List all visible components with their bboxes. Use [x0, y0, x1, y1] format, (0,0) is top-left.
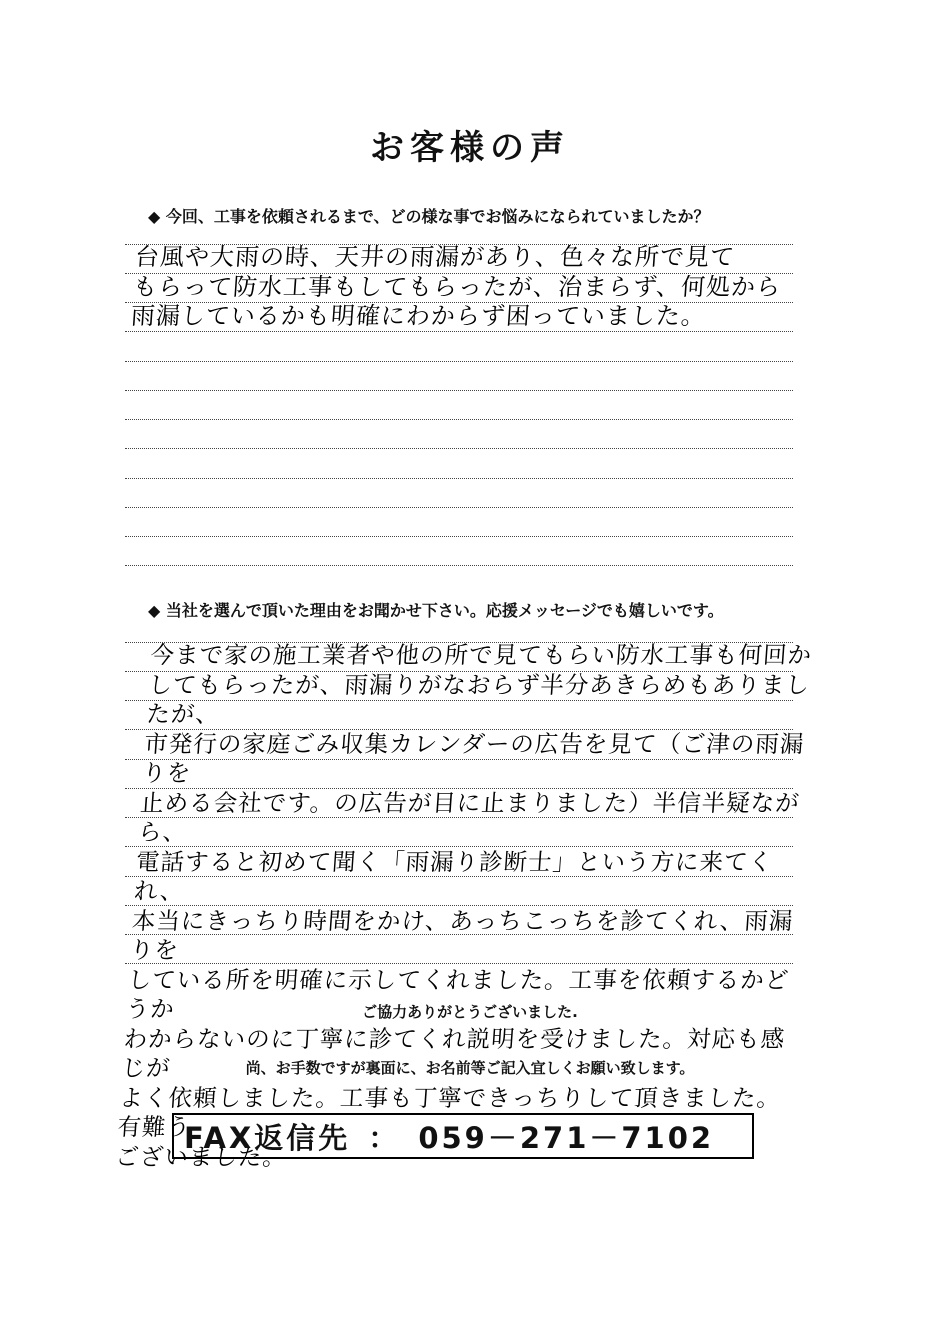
answer-2-handwriting: [114, 641, 816, 1172]
answer-1-handwriting: [130, 243, 801, 332]
fax-number: 059－271－7102: [418, 1120, 715, 1155]
ruled-line: [125, 390, 793, 391]
answer-line: 止める会社です。の広告が目に止まりました）半信半疑ながら、: [137, 788, 801, 846]
fax-separator: ：: [368, 1120, 401, 1155]
ruled-line: [125, 536, 793, 537]
ruled-line: [125, 478, 793, 479]
ruled-line: [125, 448, 793, 449]
answer-line: ございました。: [114, 1142, 288, 1171]
answer-line: 台風や大雨の時、天井の雨漏があり、色々な所で見て: [134, 243, 737, 271]
answer-line: 市発行の家庭ごみ収集カレンダーの広告を見て（ご津の雨漏りを: [141, 729, 806, 787]
question-1: ◆ 今回、工事を依頼されるまで、どの様な事でお悩みになられていましたか？: [148, 207, 710, 226]
answer-line: 本当にきっちり時間をかけ、あっちこっちを診てくれ、雨漏りを: [128, 906, 795, 964]
answer-line: わからないのに丁寧に診てくれ説明を受けました。対応も感じが: [120, 1024, 787, 1082]
ruled-line: [125, 507, 793, 508]
answer-line: している所を明確に示してくれました。工事を依頼するかどうか: [124, 965, 791, 1023]
ruled-line: [125, 419, 793, 420]
ruled-line: [125, 565, 793, 566]
fax-box: [172, 1113, 754, 1159]
page-title: お客様の声: [370, 128, 570, 168]
fax-label: FAX返信先: [184, 1120, 351, 1155]
answer-line: よく依頼しました。工事も丁寧できっちりして頂きました。有難う: [116, 1083, 783, 1141]
ruled-line: [125, 361, 793, 362]
answer-line: 電話すると初めて聞く「雨漏り診断士」という方に来てくれ、: [133, 847, 775, 905]
answer-line: 今まで家の施工業者や他の所で見てもらい防水工事も何回か: [149, 641, 814, 669]
thanks-message: ご協力ありがとうございました.: [362, 1003, 578, 1021]
answer-line: 雨漏しているかも明確にわからず困っていました。: [130, 302, 707, 330]
answer-line: してもらったが、雨漏りがなおらず半分あきらめもありましたが、: [145, 670, 812, 728]
answer-line: もらって防水工事もしてもらったが、治まらず、何処から: [132, 272, 783, 301]
request-message: 尚、お手数ですが裏面に、お名前等ご記入宜しくお願い致します。: [245, 1059, 695, 1077]
question-2: ◆ 当社を選んで頂いた理由をお聞かせ下さい。応援メッセージでも嬉しいです。: [148, 601, 724, 620]
